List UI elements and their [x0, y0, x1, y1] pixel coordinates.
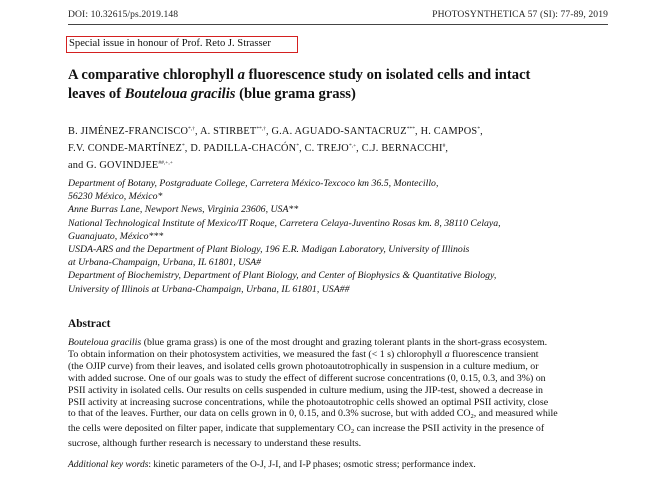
journal-citation: PHOTOSYNTHETICA 57 (SI): 77-89, 2019: [432, 9, 608, 20]
abstract-line: PSII activity in isolated cells. Our results on cells suspended in culture medium, using the JIP-test, showed a decrease in: [68, 384, 543, 396]
title-text: fluorescence study on isolated cells and intact: [244, 67, 531, 83]
affiliation-line: Guanajuato, México***: [68, 230, 164, 242]
author-list: [68, 122, 628, 174]
abstract-line: [68, 349, 628, 361]
title-text: leaves of: [68, 86, 125, 102]
author-name: F.V. CONDE-MARTÍNEZ: [68, 143, 183, 155]
keywords-text: : kinetic parameters of the O-J, J-I, and I-P phases; osmotic stress; performance index.: [148, 460, 476, 470]
author-name: , G.A. AGUADO-SANTACRUZ: [265, 126, 407, 137]
affiliation-line: 56230 México, México*: [68, 191, 163, 203]
abstract-text: (blue grama grass) is one of the most drought and grazing tolerant plants in the short-grass ecosystem.: [141, 337, 548, 348]
affiliation-mark: **,†: [256, 126, 266, 132]
doi-text[interactable]: DOI: 10.32615/ps.2019.148: [68, 9, 179, 20]
author-name: , D. PADILLA-CHACÓN: [184, 143, 297, 155]
affiliation-line: Anne Burras Lane, Newport News, Virginia 23606, USA**: [68, 204, 299, 216]
special-issue-text: Special issue in honour of Prof. Reto J. Strasser: [69, 38, 271, 49]
running-header: [68, 9, 608, 20]
paper-title: [68, 66, 628, 104]
affiliation-line: USDA-ARS and the Department of Plant Biology, 196 E.R. Madigan Laboratory, University of Illinois: [68, 244, 470, 256]
affiliation-line: National Technological Institute of Mexico/IT Roque, Carretera Celaya-Juventino Rosas km. 8, 38110 Celaya,: [68, 217, 501, 229]
affiliation-mark: *: [477, 126, 481, 132]
affiliation-line: at Urbana-Champaign, Urbana, IL 61801, USA#: [68, 257, 262, 269]
affiliation-mark: ***: [406, 126, 416, 132]
affiliation-mark: #: [442, 143, 446, 150]
species-name: Bouteloua gracilis: [68, 337, 142, 348]
author-line: [68, 122, 628, 139]
author-line: [68, 139, 628, 156]
affiliation-mark: *,†: [188, 126, 196, 132]
abstract-line: sucrose, although further research is necessary to understand these results.: [68, 438, 362, 450]
abstract-italic-a: a: [444, 348, 450, 360]
author-separator: ,: [480, 126, 483, 137]
abstract-line: [68, 423, 628, 438]
title-text: A comparative chlorophyll: [68, 67, 238, 83]
affiliation-line: University of Illinois at Urbana-Champaign, Urbana, IL 61801, USA##: [68, 283, 350, 295]
affiliation-line: Department of Botany, Postgraduate College, Carretera México-Texcoco km 36.5, Montecillo,: [68, 178, 439, 189]
header-rule: [68, 24, 608, 25]
title-text: (blue grama grass): [235, 86, 356, 102]
affiliation-line: Department of Biochemistry, Department of Plant Biology, and Center of Biophysics & Quantitative Biology,: [68, 270, 497, 282]
abstract-line: [68, 408, 628, 423]
abstract-text: the cells were deposited on filter paper, indicate that supplementary CO: [68, 423, 351, 435]
special-issue-highlight: [66, 36, 298, 53]
subscript: 2: [350, 428, 355, 436]
abstract-heading: Abstract: [68, 318, 111, 330]
abstract-text: to that of the leaves. Further, our data on cells grown in 0, 0.15, and 0.3% sucrose, but with added CO: [68, 408, 471, 420]
abstract-line: PSII activity at increasing sucrose concentrations, while the photoautotrophic cells showed an optimal PSII activity, close: [68, 396, 549, 408]
author-separator: ,: [445, 143, 449, 155]
affiliations: [68, 177, 628, 296]
abstract-line: with added sucrose. One of our goals was to study the effect of different sucrose concentrations (0, 0.15, 0.3, and 3%) on: [68, 372, 546, 384]
abstract-text: To obtain information on their photosystem activities, we measured the fast (< 1 s) chlorophyll: [68, 348, 445, 360]
title-species-name: Bouteloua gracilis: [124, 86, 236, 102]
author-name: and G. GOVINDJEE: [68, 160, 159, 172]
abstract-line: (the OJIP curve) from their leaves, and isolated cells grown photoautotrophically in suspension in a culture medium, or: [68, 360, 539, 372]
abstract-text: can increase the PSII activity in the presence of: [354, 423, 545, 435]
affiliation-mark: *: [182, 143, 185, 150]
affiliation-mark: *,+: [348, 143, 357, 150]
keywords: [68, 460, 628, 470]
subscript: 2: [470, 413, 474, 421]
author-name: , C. TREJO: [299, 143, 349, 155]
author-name: , H. CAMPOS: [415, 126, 478, 137]
abstract-text: , and measured while: [473, 408, 558, 420]
author-line: [68, 156, 628, 173]
author-name: , A. STIRBET: [195, 126, 257, 137]
affiliation-mark: ##,+,+: [158, 160, 173, 167]
author-name: , C.J. BERNACCHI: [356, 143, 443, 155]
author-name: B. JIMÉNEZ-FRANCISCO: [68, 126, 189, 137]
abstract-body: [68, 337, 628, 450]
abstract-text: fluorescence transient: [449, 348, 539, 360]
abstract-line: [68, 337, 628, 349]
keywords-label: Additional key words: [68, 460, 149, 470]
affiliation-mark: *: [296, 143, 300, 150]
title-italic-a: a: [237, 67, 245, 83]
